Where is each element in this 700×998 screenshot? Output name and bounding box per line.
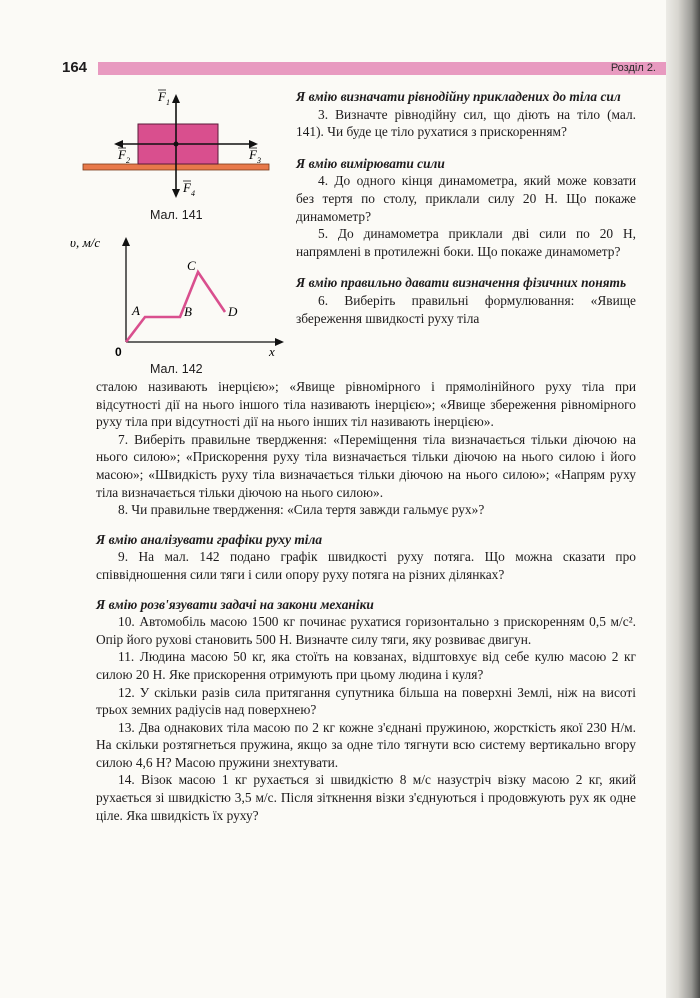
- graph-x-label: x: [269, 344, 275, 359]
- right-column-text: [296, 88, 636, 327]
- section-heading-measure: Я вмію вимірювати сили: [296, 155, 445, 171]
- y-axis-arrow: [122, 237, 130, 246]
- point-b: B: [184, 304, 192, 319]
- question-11: 11. Людина масою 50 кг, яка стоїть на ковзанах, відштовхує від себе кулю масою 2 кг силою 20 Н. Яке прискорення отримують при цьому людина і куля?: [96, 649, 636, 682]
- question-6-start: 6. Виберіть правильні формулювання: «Явище збереження швидкості руху тіла: [296, 292, 636, 326]
- figure-141-forces-diagram: [80, 88, 280, 208]
- center-point: [174, 142, 179, 147]
- x-axis-arrow: [275, 338, 284, 346]
- question-6-continued: сталою називають інерцією»; «Явище рівномірного і прямолінійного руху тіла при відсутності дії на нього іншого тіла називають інерцією»; «Явище збереження рівномірного руху тіла при відсутності дії на нього інших тіл називають інерцією».: [96, 379, 636, 430]
- arrowhead-f4: [172, 189, 180, 198]
- label-f4-sub: 4: [191, 189, 195, 198]
- question-4: 4. До одного кінця динамометра, який може ковзати без тертя по столу, приклали силу 20 Н. Що покаже динамометр?: [296, 173, 636, 224]
- label-f4: F: [183, 180, 191, 195]
- question-9: 9. На мал. 142 подано графік швидкості руху потяга. Що можна сказати про співвідношення сили тяги і сили опору руху потяга на різних ділянках?: [96, 549, 636, 582]
- question-3: 3. Визначте рівнодійну сил, що діють на тіло (мал. 141). Чи буде це тіло рухатися з прискоренням?: [296, 106, 636, 140]
- point-c: C: [187, 258, 196, 273]
- question-8: 8. Чи правильне твердження: «Сила тертя завжди гальмує рух»?: [118, 502, 485, 518]
- section-heading-resultant: Я вмію визначати рівнодійну прикладених до тіла сил: [296, 89, 621, 104]
- section-heading-definitions: Я вмію правильно давати визначення фізичних понять: [296, 275, 627, 291]
- point-d: D: [228, 304, 238, 319]
- velocity-line: [126, 272, 225, 342]
- label-f3: F: [249, 147, 257, 162]
- arrowhead-f1: [172, 94, 180, 103]
- graph-y-label: υ, м/с: [70, 235, 101, 250]
- question-7: 7. Виберіть правильне твердження: «Переміщення тіла визначається тільки діючою на нього силою»; «Прискорення руху тіла визначається тільки діючою на нього силою і його масою»; «Швидкість руху тіла визначається тільки діючою на нього силою»; «Напрям руху тіла визначається тільки діючою на нього силою».: [96, 431, 636, 500]
- section-heading-graphs: Я вмію аналізувати графіки руху тіла: [96, 531, 323, 547]
- question-13: 13. Два однакових тіла масою по 2 кг кожне з'єднані пружиною, жорсткість якої 230 Н/м. На скільки розтягнеться пружина, якщо за одне тіло тягнути всю систему вертикально вгору силою 4,6 Н? Масою пружини знехтувати.: [96, 719, 636, 770]
- graph-origin: 0: [115, 345, 122, 359]
- label-f2-sub: 2: [126, 156, 130, 165]
- label-f1: F: [158, 89, 166, 104]
- point-a: A: [132, 303, 140, 318]
- label-f2: F: [118, 147, 126, 162]
- section-heading-problems: Я вмію розв'язувати задачі на закони механіки: [96, 596, 374, 612]
- label-f1-sub: 1: [166, 98, 170, 107]
- figure-142-caption: Мал. 142: [150, 362, 203, 376]
- question-10: 10. Автомобіль масою 1500 кг починає рухатися горизонтально з прискоренням 0,5 м/с². Опір його рухові становить 500 Н. Визначте силу тяги, яку розвиває двигун.: [96, 614, 636, 647]
- header-band: [62, 62, 666, 75]
- chapter-label: Розділ 2.: [610, 62, 656, 74]
- label-f3-sub: 3: [257, 156, 261, 165]
- full-width-text: [96, 378, 636, 824]
- page-number: 164: [62, 58, 98, 78]
- figure-142-velocity-graph: [70, 232, 290, 362]
- page-edge-shadow: [666, 0, 700, 998]
- question-14: 14. Візок масою 1 кг рухається зі швидкістю 8 м/с назустріч візку масою 2 кг, який рухається зі швидкістю 3,5 м/с. Після зіткнення візки з'єднуються і продовжують рух як одне ціле. Яка швидкість їх руху?: [96, 772, 636, 823]
- figure-141-caption: Мал. 141: [150, 208, 203, 222]
- question-12: 12. У скільки разів сила притягання супутника більша на поверхні Землі, ніж на висоті трьох земних радіусів над поверхнею?: [96, 684, 636, 718]
- question-5: 5. До динамометра приклали дві сили по 20 Н, напрямлені в протилежні боки. Що покаже динамометр?: [296, 226, 636, 259]
